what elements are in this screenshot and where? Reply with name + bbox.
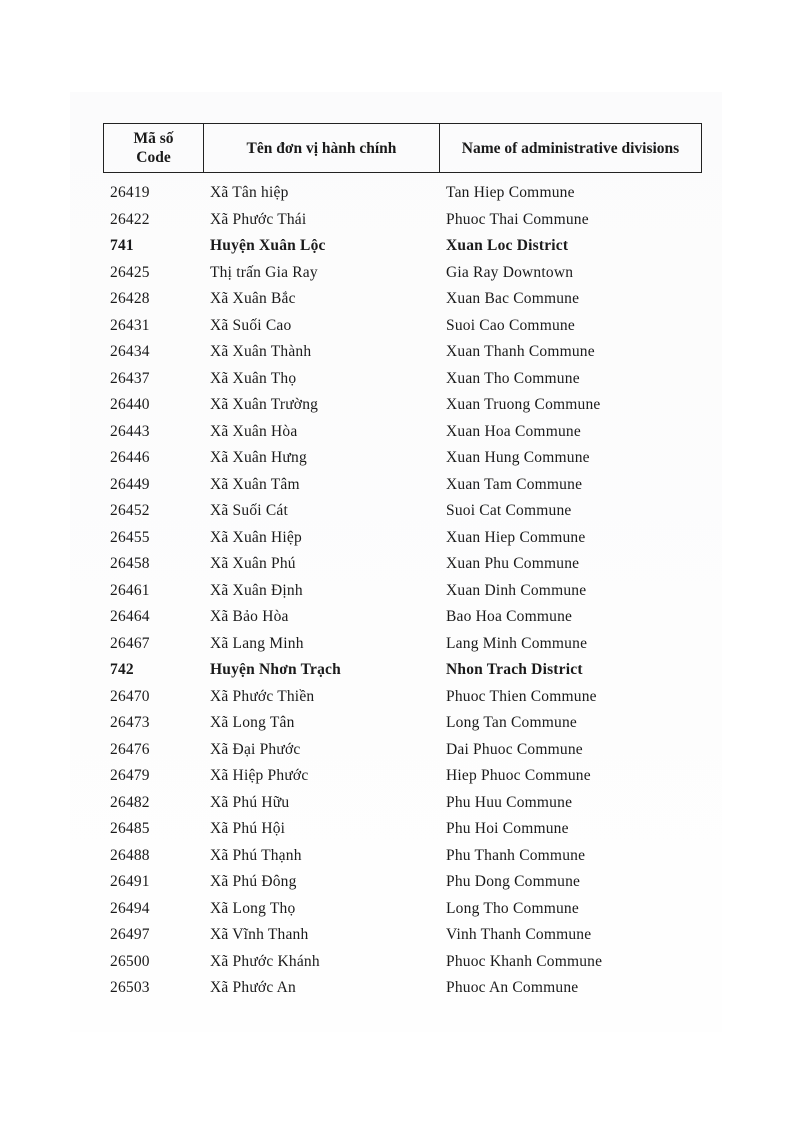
table-row — [0, 896, 794, 923]
table-row — [0, 949, 794, 976]
name-vn-cell: Xã Xuân Hưng — [210, 449, 307, 466]
name-en-cell: Phuoc Khanh Commune — [446, 952, 603, 970]
code-cell: 26470 — [110, 687, 150, 705]
table-row — [0, 260, 794, 287]
name-en-cell: Long Tan Commune — [446, 714, 577, 731]
name-en-cell: Bao Hoa Commune — [446, 608, 573, 625]
name-vn-cell: Xã Phước Khánh — [210, 952, 320, 970]
name-en-cell: Nhon Trach District — [446, 661, 583, 678]
name-vn-cell: Xã Suối Cao — [210, 316, 292, 334]
table-row — [0, 445, 794, 472]
code-cell: 26455 — [110, 528, 150, 546]
code-cell: 26452 — [110, 502, 150, 519]
name-en-cell: Tan Hiep Commune — [446, 184, 575, 201]
name-en-cell: Xuan Truong Commune — [446, 396, 601, 413]
name-vn-cell: Xã Xuân Tâm — [210, 475, 300, 493]
table-row — [0, 816, 794, 843]
name-en-cell: Gia Ray Downtown — [446, 263, 574, 281]
name-vn-cell: Xã Phước An — [210, 979, 296, 996]
table-row — [0, 922, 794, 949]
table-row — [0, 869, 794, 896]
name-en-cell: Vinh Thanh Commune — [446, 926, 592, 943]
name-en-cell: Phuoc Thien Commune — [446, 687, 597, 705]
name-vn-cell: Thị trấn Gia Ray — [210, 263, 318, 281]
name-vn-cell: Xã Xuân Bắc — [210, 290, 296, 307]
name-en-cell: Xuan Loc District — [446, 237, 569, 254]
code-cell: 26482 — [110, 793, 150, 811]
name-vn-cell: Xã Phước Thái — [210, 210, 307, 228]
code-cell: 26422 — [110, 210, 150, 228]
table-row — [0, 207, 794, 234]
name-vn-cell: Xã Vĩnh Thanh — [210, 926, 309, 943]
table-row — [0, 790, 794, 817]
code-cell: 742 — [110, 661, 134, 678]
code-cell: 26443 — [110, 422, 150, 440]
table-row — [0, 578, 794, 605]
table-row — [0, 472, 794, 499]
name-vn-cell: Xã Phước Thiền — [210, 687, 315, 705]
code-cell: 741 — [110, 237, 134, 254]
name-vn-cell: Xã Long Tân — [210, 714, 295, 731]
code-cell: 26473 — [110, 714, 150, 731]
name-en-cell: Hiep Phuoc Commune — [446, 767, 591, 784]
table-row — [0, 286, 794, 313]
code-cell: 26467 — [110, 634, 150, 652]
table-row — [0, 419, 794, 446]
code-cell: 26491 — [110, 873, 150, 890]
name-vn-cell: Xã Lang Minh — [210, 634, 304, 652]
name-en-cell: Dai Phuoc Commune — [446, 740, 583, 758]
code-cell: 26503 — [110, 979, 150, 996]
table-row — [0, 737, 794, 764]
table-row — [0, 604, 794, 631]
code-cell: 26449 — [110, 475, 150, 493]
table-row — [0, 180, 794, 207]
district-row — [0, 233, 794, 260]
name-vn-cell: Xã Xuân Thành — [210, 343, 312, 360]
header-name-vn: Tên đơn vị hành chính — [204, 124, 440, 172]
table-row — [0, 525, 794, 552]
name-vn-cell: Xã Bảo Hòa — [210, 608, 289, 625]
name-en-cell: Xuan Hoa Commune — [446, 422, 581, 440]
name-en-cell: Phu Thanh Commune — [446, 846, 586, 864]
name-en-cell: Xuan Tam Commune — [446, 475, 583, 493]
table-row — [0, 366, 794, 393]
header-name-en: Name of administrative divisions — [461, 139, 680, 157]
name-vn-cell: Xã Xuân Hiệp — [210, 528, 302, 546]
name-vn-cell: Xã Hiệp Phước — [210, 767, 309, 784]
name-en-cell: Phu Dong Commune — [446, 873, 581, 890]
code-cell: 26419 — [110, 184, 150, 201]
table-row — [0, 710, 794, 737]
name-vn-cell: Huyện Xuân Lộc — [210, 237, 326, 254]
code-cell: 26440 — [110, 396, 150, 413]
table-header — [103, 123, 702, 173]
table-row — [0, 975, 794, 1002]
name-vn-cell: Xã Phú Hội — [210, 820, 286, 837]
code-cell: 26425 — [110, 263, 150, 281]
code-cell: 26428 — [110, 290, 150, 307]
name-en-cell: Long Tho Commune — [446, 899, 579, 917]
header-code-vn: Mã số — [133, 130, 174, 147]
name-en-cell: Phuoc Thai Commune — [446, 210, 589, 228]
name-en-cell: Suoi Cat Commune — [446, 502, 572, 519]
code-cell: 26494 — [110, 899, 150, 917]
name-vn-cell: Xã Xuân Định — [210, 581, 303, 599]
code-cell: 26497 — [110, 926, 150, 943]
code-cell: 26437 — [110, 369, 150, 387]
code-cell: 26479 — [110, 767, 150, 784]
table-row — [0, 339, 794, 366]
table-row — [0, 498, 794, 525]
name-en-cell: Xuan Bac Commune — [446, 290, 580, 307]
code-cell: 26461 — [110, 581, 150, 599]
name-vn-cell: Xã Suối Cát — [210, 502, 288, 519]
code-cell: 26458 — [110, 555, 150, 572]
name-vn-cell: Xã Đại Phước — [210, 740, 301, 758]
code-cell: 26500 — [110, 952, 150, 970]
code-cell: 26431 — [110, 316, 150, 334]
name-vn-cell: Xã Xuân Thọ — [210, 369, 297, 387]
code-cell: 26485 — [110, 820, 150, 837]
table-row — [0, 392, 794, 419]
name-vn-cell: Xã Phú Thạnh — [210, 846, 302, 864]
name-vn-cell: Xã Phú Hữu — [210, 793, 290, 811]
name-en-cell: Xuan Dinh Commune — [446, 581, 587, 599]
table-body — [0, 180, 794, 1002]
name-en-cell: Xuan Thanh Commune — [446, 343, 595, 360]
table-row — [0, 313, 794, 340]
district-row — [0, 657, 794, 684]
name-en-cell: Lang Minh Commune — [446, 634, 588, 652]
name-en-cell: Phuoc An Commune — [446, 979, 579, 996]
header-code-en: Code — [136, 149, 171, 166]
code-cell: 26434 — [110, 343, 150, 360]
name-vn-cell: Xã Xuân Trường — [210, 396, 319, 413]
name-vn-cell: Xã Xuân Hòa — [210, 422, 298, 440]
header-code-cell — [104, 124, 204, 172]
name-vn-cell: Xã Phú Đông — [210, 873, 297, 890]
name-vn-cell: Huyện Nhơn Trạch — [210, 661, 341, 678]
name-en-cell: Xuan Hiep Commune — [446, 528, 586, 546]
name-en-cell: Xuan Tho Commune — [446, 369, 580, 387]
table-row — [0, 684, 794, 711]
table-row — [0, 843, 794, 870]
table-row — [0, 551, 794, 578]
code-cell: 26488 — [110, 846, 150, 864]
name-en-cell: Suoi Cao Commune — [446, 316, 575, 334]
name-en-cell: Phu Huu Commune — [446, 793, 573, 811]
table-row — [0, 763, 794, 790]
table-row — [0, 631, 794, 658]
name-vn-cell: Xã Tân hiệp — [210, 184, 289, 201]
name-en-cell: Xuan Hung Commune — [446, 449, 590, 466]
code-cell: 26446 — [110, 449, 150, 466]
code-cell: 26464 — [110, 608, 150, 625]
name-vn-cell: Xã Xuân Phú — [210, 555, 296, 572]
name-en-cell: Phu Hoi Commune — [446, 820, 569, 837]
name-en-cell: Xuan Phu Commune — [446, 555, 580, 572]
name-vn-cell: Xã Long Thọ — [210, 899, 296, 917]
code-cell: 26476 — [110, 740, 150, 758]
